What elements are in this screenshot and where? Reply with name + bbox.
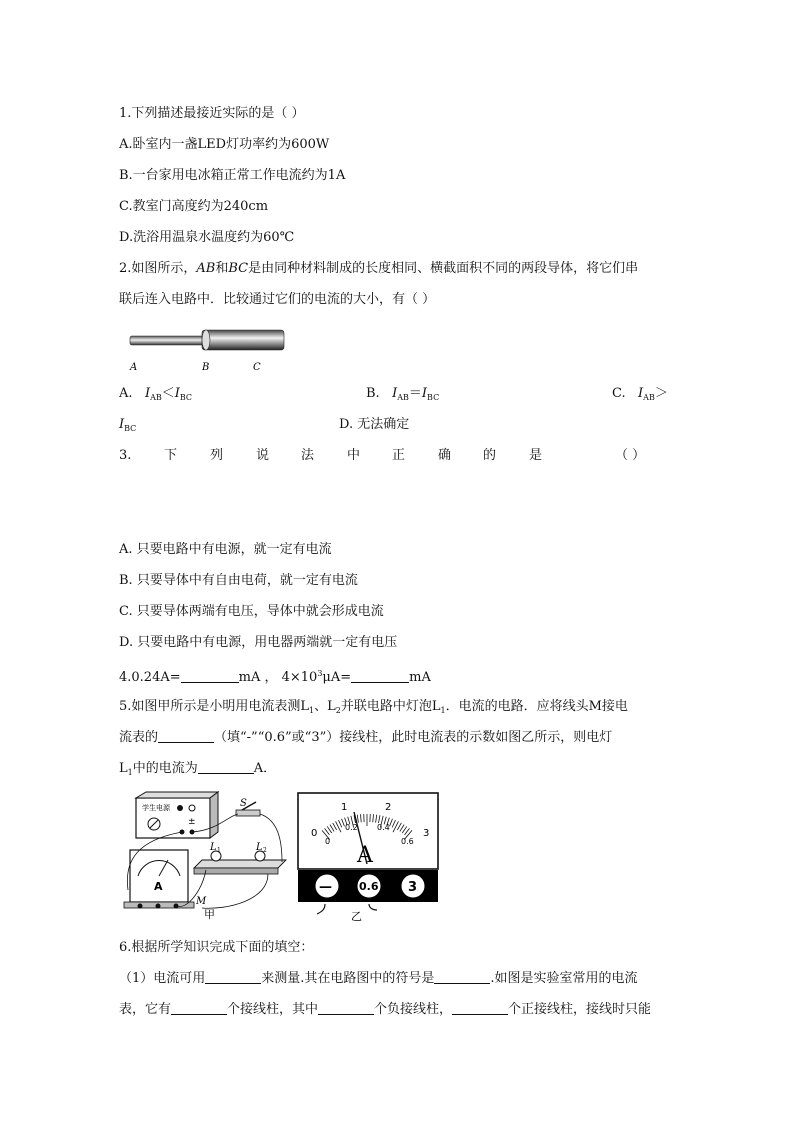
q5-line2 xyxy=(119,730,612,746)
sub-1: 1 xyxy=(440,706,446,715)
thin-end xyxy=(202,330,210,350)
lamp-l1: L xyxy=(210,842,217,853)
q5-text-6: （填“-”“0.6”或“3”）接线柱，此时电流表的示数如图乙所示，则电灯 xyxy=(214,730,613,745)
less-than: ＜ xyxy=(161,386,175,401)
q2-text-1: 2.如图所示， xyxy=(119,261,197,276)
q6-text-7: 个正接线柱，接线时只能 xyxy=(508,1002,652,1017)
svg-text:±: ± xyxy=(188,817,196,827)
current-symbol: I xyxy=(119,417,125,432)
figure-yi-caption: 乙 xyxy=(351,910,362,923)
svg-text:2: 2 xyxy=(263,847,267,854)
q2-option-d: D. 无法确定 xyxy=(339,417,410,432)
figure-jia-caption: 甲 xyxy=(204,908,215,921)
q3-option-b: B. 只要导体中有自由电荷，就一定有电流 xyxy=(119,573,358,588)
conductor-figure xyxy=(128,326,288,374)
answer-blank[interactable] xyxy=(205,971,261,984)
answer-blank[interactable] xyxy=(198,761,254,774)
q5-text-1: 5.如图甲所示是小明用电流表测L xyxy=(119,699,310,714)
q4-text-2: mA ， 4×10 xyxy=(238,670,318,685)
q3-c2: 列 xyxy=(210,448,224,463)
q3-c6: 正 xyxy=(392,448,406,463)
dial-unit: A xyxy=(357,843,373,868)
wire-m-label: M xyxy=(196,896,207,907)
q5-line3 xyxy=(119,761,276,781)
lamp-l2: L xyxy=(256,842,263,853)
q5-text-9: A． xyxy=(253,761,277,776)
scale-top-3: 3 xyxy=(423,828,430,839)
scale-top-1: 1 xyxy=(341,802,348,813)
sub-bc: BC xyxy=(427,393,440,402)
q3-c5: 中 xyxy=(347,448,361,463)
q4-text-4: mA xyxy=(409,670,431,685)
sub-2: 2 xyxy=(335,706,341,715)
q6-text-6: 个负接线柱， xyxy=(374,1002,453,1017)
q5-text-3: 并联电路中灯泡L xyxy=(340,699,441,714)
q4-exponent: 3 xyxy=(317,669,323,678)
q4-line xyxy=(119,666,431,686)
answer-blank[interactable] xyxy=(351,670,409,683)
sub-1: 1 xyxy=(127,768,133,777)
q6-text-1: （1）电流可用 xyxy=(119,971,206,986)
current-symbol: I xyxy=(421,386,428,401)
q4-text-3: μA= xyxy=(322,670,352,685)
scale-top-0: 0 xyxy=(311,828,318,839)
sub-ab: AB xyxy=(643,393,655,402)
ammeter-dial-figure-yi xyxy=(297,792,439,922)
thin-conductor xyxy=(130,336,204,345)
q2-text-2: 和 xyxy=(215,261,229,276)
label-b: B xyxy=(202,362,210,373)
q2-text-3: 是由同种材料制成的长度相同、横截面积不同的两段导体，将它们串 xyxy=(248,261,639,276)
q1-option-c: C.教室门高度约为240cm xyxy=(119,199,269,214)
q5-text-2: 、L xyxy=(314,699,336,714)
answer-blank[interactable] xyxy=(318,1002,374,1015)
q2-c-label: C. xyxy=(612,386,626,401)
q2-a-label: A. xyxy=(119,386,133,401)
switch xyxy=(236,810,260,816)
current-symbol: I xyxy=(174,386,180,401)
q6-text-2: 来测量.其在电路图中的符号是 xyxy=(261,971,435,986)
q3-option-c: C. 只要导体两端有电压，导体中就会形成电流 xyxy=(119,604,384,619)
q2-option-a xyxy=(119,386,192,406)
sub-bc: BC xyxy=(124,424,137,433)
terminal-negative-label: — xyxy=(319,880,332,895)
current-symbol: I xyxy=(638,386,644,401)
terminal-3-label: 3 xyxy=(408,880,418,895)
q6-line1 xyxy=(119,971,638,987)
q2-option-c xyxy=(612,386,668,406)
greater-than: ＞ xyxy=(654,386,668,401)
q2-bc: BC xyxy=(228,261,249,276)
equals: ＝ xyxy=(408,386,422,401)
q1-option-a: A.卧室内一盏LED灯功率约为600W xyxy=(119,137,330,152)
answer-blank[interactable] xyxy=(158,730,214,743)
q3-c1: 下 xyxy=(164,448,178,463)
q5-text-8: 中的电流为 xyxy=(132,761,198,776)
q4-text-1: 4.0.24A= xyxy=(119,670,181,685)
q3-bracket: （ ） xyxy=(615,448,646,463)
thick-conductor xyxy=(202,330,284,350)
q6-line2 xyxy=(119,1002,651,1018)
q3-c3: 说 xyxy=(256,448,270,463)
label-a: A xyxy=(130,362,138,373)
q6-text-4: 表，它有 xyxy=(119,1002,172,1017)
q6-text-3: .如图是实验室常用的电流 xyxy=(490,971,638,986)
q6-title: 6.根据所学知识完成下面的填空： xyxy=(119,940,314,955)
q5-text-7: L xyxy=(119,761,128,776)
q3-c8: 的 xyxy=(483,448,497,463)
q1-stem: 1.下列描述最接近实际的是（ ） xyxy=(119,106,305,121)
q3-c0: 3. xyxy=(119,448,132,463)
sub-ab: AB xyxy=(397,393,409,402)
q2-option-b xyxy=(366,386,439,406)
q1-option-d: D.洗浴用温泉水温度约为60℃ xyxy=(119,230,295,245)
answer-blank[interactable] xyxy=(181,670,239,683)
circuit-figure-jia xyxy=(118,790,288,920)
scale-bottom-3: 0.6 xyxy=(401,837,414,846)
scale-bottom-1: 0.2 xyxy=(345,823,358,832)
q6-text-5: 个接线柱，其中 xyxy=(227,1002,319,1017)
q2-line1 xyxy=(119,261,638,277)
q1-option-b: B.一台家用电冰箱正常工作电流约为1A xyxy=(119,168,346,183)
scale-top-2: 2 xyxy=(385,802,392,813)
q2-option-c-cont xyxy=(119,417,136,437)
current-symbol: I xyxy=(392,386,398,401)
q5-text-5: 流表的 xyxy=(119,730,159,745)
q2-b-label: B. xyxy=(366,386,380,401)
scale-bottom-2: 0.4 xyxy=(377,823,390,832)
switch-label: S xyxy=(240,798,247,809)
sub-1: 1 xyxy=(309,706,315,715)
sub-ab: AB xyxy=(150,393,162,402)
q3-c9: 是 xyxy=(529,448,543,463)
answer-blank[interactable] xyxy=(434,971,490,984)
ammeter-label: A xyxy=(154,880,163,893)
current-symbol: I xyxy=(144,386,151,401)
q3-c7: 确 xyxy=(438,448,452,463)
q5-line1 xyxy=(119,699,628,719)
q5-text-4: ．电流的电路．应将线头M接电 xyxy=(445,699,628,714)
terminal-0-6-label: 0.6 xyxy=(359,880,379,893)
answer-blank[interactable] xyxy=(171,1002,227,1015)
q3-c4: 法 xyxy=(301,448,315,463)
answer-blank[interactable] xyxy=(452,1002,508,1015)
q3-option-d: D. 只要电路中有电源，用电器两端就一定有电压 xyxy=(119,635,398,650)
label-c: C xyxy=(253,362,261,373)
power-supply-label: 学生电源 xyxy=(142,804,170,812)
scale-bottom-0: 0 xyxy=(325,837,331,846)
sub-bc: BC xyxy=(179,393,193,402)
q3-option-a: A. 只要电路中有电源，就一定有电流 xyxy=(119,542,332,557)
q2-ab: AB xyxy=(196,261,216,276)
q2-line2: 联后连入电路中．比较通过它们的电流的大小，有（ ） xyxy=(119,292,436,307)
svg-text:1: 1 xyxy=(217,847,221,854)
